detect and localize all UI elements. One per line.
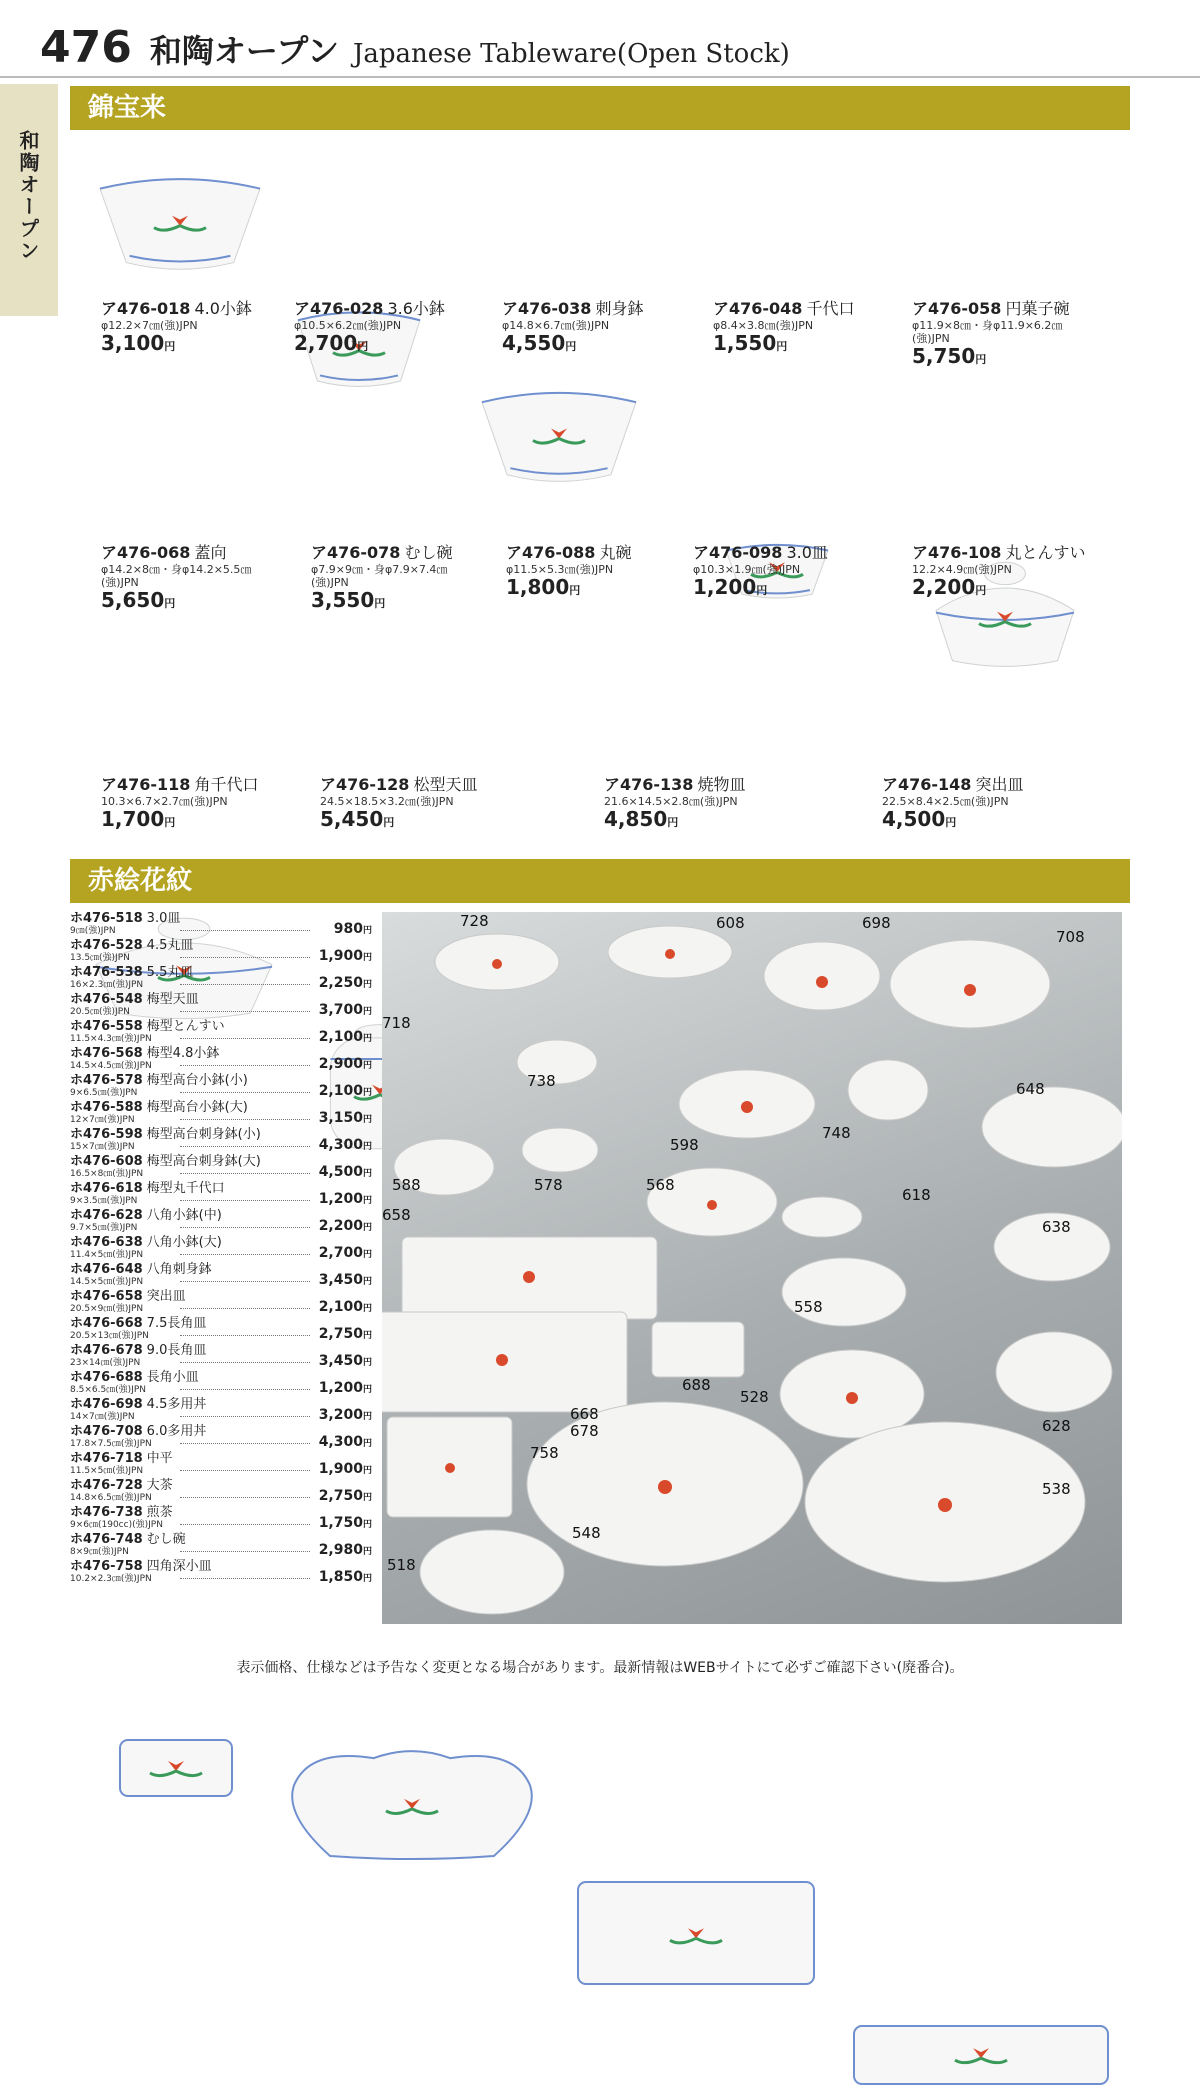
list-code: ホ476-648 八角刺身鉢 — [70, 1262, 212, 1277]
product-spec: 24.5×18.5×3.2㎝(強)JPN — [320, 795, 454, 808]
product-image — [576, 1880, 1200, 1990]
price-list-row — [70, 1478, 372, 1505]
photo-item-label: 708 — [1056, 928, 1085, 946]
product-caption — [311, 540, 452, 615]
list-spec: 23×14㎝(強)JPN — [70, 1358, 141, 1368]
list-name: 4.5丸皿 — [146, 938, 194, 953]
price-list — [70, 911, 372, 1586]
product-caption — [604, 772, 745, 834]
list-name: 梅型4.8小鉢 — [146, 1046, 220, 1061]
product-name: 4.0小鉢 — [194, 299, 252, 318]
product-caption — [912, 540, 1085, 602]
leader-dots — [180, 1254, 310, 1255]
product-code: ア476-128 松型天皿 — [320, 775, 478, 794]
leader-dots — [180, 1092, 310, 1093]
list-spec: 8×9㎝(強)JPN — [70, 1547, 129, 1557]
photo-item-label: 578 — [534, 1176, 563, 1194]
product-spec: 10.3×6.7×2.7㎝(強)JPN — [101, 795, 228, 808]
list-spec: 20.5×13㎝(強)JPN — [70, 1331, 149, 1341]
price-list-row — [70, 1073, 372, 1100]
section-title-nishiki: 錦宝来 — [70, 86, 1130, 130]
list-name: 3.0皿 — [146, 911, 181, 926]
list-code: ホ476-708 6.0多用丼 — [70, 1424, 207, 1439]
price-list-row — [70, 1397, 372, 1424]
price-list-row — [70, 1424, 372, 1451]
list-spec: 9×6㎝(190cc)(強)JPN — [70, 1520, 163, 1530]
list-code: ホ476-608 梅型高台刺身鉢(大) — [70, 1154, 261, 1169]
list-spec: 12×7㎝(強)JPN — [70, 1115, 135, 1125]
product-price: 2,700円 — [294, 331, 369, 355]
list-spec: 9.7×5㎝(強)JPN — [70, 1223, 138, 1233]
list-spec: 14×7㎝(強)JPN — [70, 1412, 135, 1422]
product-price: 1,700円 — [101, 807, 176, 831]
list-code: ホ476-518 3.0皿 — [70, 911, 181, 926]
list-name: 梅型とんすい — [146, 1019, 225, 1034]
product-code: ア476-148 突出皿 — [882, 775, 1024, 794]
product-spec: φ8.4×3.8㎝(強)JPN — [713, 319, 814, 332]
list-name: 四角深小皿 — [146, 1559, 212, 1574]
price-list-row — [70, 1127, 372, 1154]
leader-dots — [180, 1497, 310, 1498]
photo-item-label: 548 — [572, 1524, 601, 1542]
product-name: 焼物皿 — [697, 775, 746, 794]
product-caption — [294, 296, 445, 358]
product-caption — [502, 296, 643, 358]
product-code: ア476-028 3.6小鉢 — [294, 299, 445, 318]
list-code: ホ476-618 梅型丸千代口 — [70, 1181, 225, 1196]
list-price: 3,450円 — [318, 1272, 372, 1288]
price-list-row — [70, 938, 372, 965]
list-spec: 11.5×4.3㎝(強)JPN — [70, 1034, 152, 1044]
list-price: 3,450円 — [318, 1353, 372, 1369]
list-spec: 10.2×2.3㎝(強)JPN — [70, 1574, 152, 1584]
photo-item-label: 618 — [902, 1186, 931, 1204]
list-code: ホ476-658 突出皿 — [70, 1289, 186, 1304]
side-tab-label: 和陶オープン — [16, 130, 40, 262]
product-price: 3,100円 — [101, 331, 176, 355]
product-name: むし碗 — [404, 543, 453, 562]
product-price: 5,750円 — [912, 344, 987, 368]
photo-item-label: 658 — [382, 1206, 411, 1224]
price-list-row — [70, 1100, 372, 1127]
leader-dots — [180, 957, 310, 958]
list-spec: 11.5×5㎝(強)JPN — [70, 1466, 144, 1476]
list-price: 2,100円 — [318, 1029, 372, 1045]
list-spec: 16×2.3㎝(強)JPN — [70, 980, 144, 990]
product-caption — [713, 296, 854, 358]
product-name: 3.6小鉢 — [387, 299, 445, 318]
photo-item-label: 528 — [740, 1388, 769, 1406]
leader-dots — [180, 1227, 310, 1228]
list-code: ホ476-728 大茶 — [70, 1478, 173, 1493]
list-code: ホ476-558 梅型とんすい — [70, 1019, 225, 1034]
list-code: ホ476-598 梅型高台刺身鉢(小) — [70, 1127, 261, 1142]
price-list-row — [70, 1019, 372, 1046]
product-image — [852, 2024, 1200, 2090]
product-code: ア476-108 丸とんすい — [912, 543, 1086, 562]
header-rule — [0, 76, 1200, 78]
list-code: ホ476-538 5.5丸皿 — [70, 965, 194, 980]
price-list-row — [70, 1181, 372, 1208]
photo-item-label: 628 — [1042, 1417, 1071, 1435]
product-caption — [320, 772, 477, 834]
product-code: ア476-018 4.0小鉢 — [101, 299, 252, 318]
photo-item-label: 718 — [382, 1014, 411, 1032]
product-name: 円菓子碗 — [1005, 299, 1070, 318]
page-title-en: Japanese Tableware(Open Stock) — [352, 39, 790, 69]
list-name: 煎茶 — [146, 1505, 173, 1520]
list-price: 4,500円 — [318, 1164, 372, 1180]
leader-dots — [180, 1551, 310, 1552]
product-caption — [693, 540, 828, 602]
photo-item-label: 518 — [387, 1556, 416, 1574]
product-caption — [882, 772, 1023, 834]
product-spec-2: (強)JPN — [912, 332, 950, 345]
product-price: 1,800円 — [506, 575, 581, 599]
price-list-row — [70, 1316, 372, 1343]
product-price: 1,550円 — [713, 331, 788, 355]
leader-dots — [180, 1308, 310, 1309]
price-list-row — [70, 1235, 372, 1262]
product-name: 3.0皿 — [786, 543, 828, 562]
leader-dots — [180, 1524, 310, 1525]
list-code: ホ476-588 梅型高台小鉢(大) — [70, 1100, 248, 1115]
list-spec: 14.5×4.5㎝(強)JPN — [70, 1061, 152, 1071]
product-code: ア476-138 焼物皿 — [604, 775, 746, 794]
product-code: ア476-058 円菓子碗 — [912, 299, 1070, 318]
list-code: ホ476-738 煎茶 — [70, 1505, 173, 1520]
leader-dots — [180, 1389, 310, 1390]
photo-item-label: 698 — [862, 914, 891, 932]
list-name: 梅型丸千代口 — [146, 1181, 225, 1196]
product-image — [284, 1744, 1200, 1866]
list-price: 2,900円 — [318, 1056, 372, 1072]
list-code: ホ476-678 9.0長角皿 — [70, 1343, 207, 1358]
product-price: 3,550円 — [311, 588, 386, 612]
list-price: 3,200円 — [318, 1407, 372, 1423]
price-list-row — [70, 1289, 372, 1316]
section-title-akae: 赤絵花紋 — [70, 859, 1130, 903]
list-spec: 20.5㎝(強)JPN — [70, 1007, 130, 1017]
photo-item-label: 748 — [822, 1124, 851, 1142]
list-price: 2,100円 — [318, 1299, 372, 1315]
leader-dots — [180, 1065, 310, 1066]
page-number: 476 — [40, 22, 132, 73]
list-spec: 14.5×5㎝(強)JPN — [70, 1277, 144, 1287]
leader-dots — [180, 1416, 310, 1417]
product-name: 角千代口 — [194, 775, 259, 794]
price-list-row — [70, 965, 372, 992]
leader-dots — [180, 1443, 310, 1444]
list-code: ホ476-758 四角深小皿 — [70, 1559, 212, 1574]
list-spec: 11.4×5㎝(強)JPN — [70, 1250, 144, 1260]
photo-item-label: 678 — [570, 1422, 599, 1440]
product-caption — [101, 772, 258, 834]
leader-dots — [180, 1578, 310, 1579]
list-price: 2,200円 — [318, 1218, 372, 1234]
photo-item-label: 638 — [1042, 1218, 1071, 1236]
list-name: 梅型高台刺身鉢(小) — [146, 1127, 261, 1142]
photo-item-label: 608 — [716, 914, 745, 932]
list-name: 梅型天皿 — [146, 992, 199, 1007]
list-price: 1,850円 — [318, 1569, 372, 1585]
product-image — [478, 378, 1200, 492]
product-price: 5,450円 — [320, 807, 395, 831]
list-price: 2,750円 — [318, 1488, 372, 1504]
product-code: ア476-078 むし碗 — [311, 543, 453, 562]
list-price: 1,200円 — [318, 1380, 372, 1396]
product-price: 4,500円 — [882, 807, 957, 831]
product-price: 4,550円 — [502, 331, 577, 355]
product-name: 松型天皿 — [413, 775, 478, 794]
price-list-row — [70, 1046, 372, 1073]
price-list-row — [70, 1343, 372, 1370]
product-caption — [506, 540, 631, 602]
product-caption — [101, 296, 252, 358]
list-price: 2,100円 — [318, 1083, 372, 1099]
leader-dots — [180, 1173, 310, 1174]
product-price: 4,850円 — [604, 807, 679, 831]
leader-dots — [180, 1200, 310, 1201]
list-price: 3,700円 — [318, 1002, 372, 1018]
page-header — [40, 22, 790, 72]
list-price: 3,150円 — [318, 1110, 372, 1126]
product-spec: φ10.5×6.2㎝(強)JPN — [294, 319, 402, 332]
price-list-row — [70, 1451, 372, 1478]
list-spec: 9×6.5㎝(強)JPN — [70, 1088, 138, 1098]
list-price: 1,200円 — [318, 1191, 372, 1207]
product-name: 丸とんすい — [1005, 543, 1086, 562]
list-name: 梅型高台小鉢(小) — [146, 1073, 248, 1088]
list-price: 2,750円 — [318, 1326, 372, 1342]
photo-item-label: 538 — [1042, 1480, 1071, 1498]
product-spec: φ10.3×1.9㎝(強)JPN — [693, 563, 801, 576]
product-spec: φ14.2×8㎝・身φ14.2×5.5㎝ — [101, 563, 252, 576]
list-name: 9.0長角皿 — [146, 1343, 207, 1358]
list-code: ホ476-638 八角小鉢(大) — [70, 1235, 222, 1250]
price-list-row — [70, 1208, 372, 1235]
product-spec-2: (強)JPN — [101, 576, 139, 589]
list-name: 突出皿 — [146, 1289, 186, 1304]
product-spec: φ12.2×7㎝(強)JPN — [101, 319, 198, 332]
product-spec-2: (強)JPN — [311, 576, 349, 589]
price-list-row — [70, 1505, 372, 1532]
assortment-illustration — [382, 912, 1122, 1624]
list-name: 4.5多用丼 — [146, 1397, 207, 1412]
list-code: ホ476-668 7.5長角皿 — [70, 1316, 207, 1331]
list-code: ホ476-548 梅型天皿 — [70, 992, 199, 1007]
leader-dots — [180, 984, 310, 985]
list-spec: 16.5×8㎝(強)JPN — [70, 1169, 144, 1179]
photo-item-label: 568 — [646, 1176, 675, 1194]
product-name: 蓋向 — [194, 543, 227, 562]
leader-dots — [180, 1038, 310, 1039]
price-list-row — [70, 992, 372, 1019]
product-caption — [101, 540, 251, 615]
list-spec: 9㎝(強)JPN — [70, 926, 116, 936]
list-spec: 20.5×9㎝(強)JPN — [70, 1304, 144, 1314]
list-price: 1,900円 — [318, 948, 372, 964]
photo-item-label: 758 — [530, 1444, 559, 1462]
product-name: 丸碗 — [599, 543, 632, 562]
photo-item-label: 728 — [460, 912, 489, 930]
photo-item-label: 588 — [392, 1176, 421, 1194]
photo-item-label: 558 — [794, 1298, 823, 1316]
price-list-row — [70, 1559, 372, 1586]
list-code: ホ476-698 4.5多用丼 — [70, 1397, 207, 1412]
list-spec: 9×3.5㎝(強)JPN — [70, 1196, 138, 1206]
leader-dots — [180, 1119, 310, 1120]
photo-item-label: 648 — [1016, 1080, 1045, 1098]
leader-dots — [180, 1146, 310, 1147]
photo-item-label: 688 — [682, 1376, 711, 1394]
list-code: ホ476-748 むし碗 — [70, 1532, 186, 1547]
product-price: 2,200円 — [912, 575, 987, 599]
list-spec: 8.5×6.5㎝(強)JPN — [70, 1385, 147, 1395]
price-list-row — [70, 1262, 372, 1289]
list-name: 大茶 — [146, 1478, 173, 1493]
price-list-row — [70, 1532, 372, 1559]
photo-item-label: 738 — [527, 1072, 556, 1090]
price-list-row — [70, 911, 372, 938]
photo-item-label: 598 — [670, 1136, 699, 1154]
list-price: 1,750円 — [318, 1515, 372, 1531]
product-name: 刺身鉢 — [595, 299, 644, 318]
list-name: 中平 — [146, 1451, 173, 1466]
product-spec: φ11.9×8㎝・身φ11.9×6.2㎝ — [912, 319, 1063, 332]
assortment-photo — [382, 912, 1122, 1624]
list-name: 6.0多用丼 — [146, 1424, 207, 1439]
list-name: 5.5丸皿 — [146, 965, 194, 980]
list-price: 4,300円 — [318, 1137, 372, 1153]
product-name: 突出皿 — [975, 775, 1024, 794]
price-list-row — [70, 1370, 372, 1397]
list-spec: 13.5㎝(強)JPN — [70, 953, 130, 963]
list-price: 2,980円 — [318, 1542, 372, 1558]
footer-note: 表示価格、仕様などは予告なく変更となる場合があります。最新情報はWEBサイトにて必ずご確認下さい(廃番合)。 — [236, 1660, 964, 1676]
list-name: 梅型高台刺身鉢(大) — [146, 1154, 261, 1169]
product-spec: φ7.9×9㎝・身φ7.9×7.4㎝ — [311, 563, 448, 576]
product-spec: φ14.8×6.7㎝(強)JPN — [502, 319, 610, 332]
product-image — [96, 164, 1200, 280]
product-price: 1,200円 — [693, 575, 768, 599]
list-name: 八角小鉢(大) — [146, 1235, 222, 1250]
list-name: 長角小皿 — [146, 1370, 199, 1385]
list-name: 7.5長角皿 — [146, 1316, 207, 1331]
product-spec: 12.2×4.9㎝(強)JPN — [912, 563, 1012, 576]
leader-dots — [180, 1362, 310, 1363]
list-code: ホ476-568 梅型4.8小鉢 — [70, 1046, 220, 1061]
product-name: 千代口 — [806, 299, 855, 318]
list-code: ホ476-578 梅型高台小鉢(小) — [70, 1073, 248, 1088]
list-code: ホ476-628 八角小鉢(中) — [70, 1208, 222, 1223]
list-name: むし碗 — [146, 1532, 186, 1547]
page-title-jp: 和陶オープン — [149, 32, 339, 70]
list-price: 2,250円 — [318, 975, 372, 991]
leader-dots — [180, 1011, 310, 1012]
leader-dots — [180, 1281, 310, 1282]
list-spec: 17.8×7.5㎝(強)JPN — [70, 1439, 152, 1449]
price-list-row — [70, 1154, 372, 1181]
product-code: ア476-038 刺身鉢 — [502, 299, 644, 318]
list-name: 八角小鉢(中) — [146, 1208, 222, 1223]
product-spec: 21.6×14.5×2.8㎝(強)JPN — [604, 795, 738, 808]
list-name: 梅型高台小鉢(大) — [146, 1100, 248, 1115]
leader-dots — [180, 930, 310, 931]
photo-item-label: 668 — [570, 1405, 599, 1423]
product-code: ア476-098 3.0皿 — [693, 543, 828, 562]
list-price: 2,700円 — [318, 1245, 372, 1261]
list-code: ホ476-718 中平 — [70, 1451, 173, 1466]
list-spec: 15×7㎝(強)JPN — [70, 1142, 135, 1152]
product-code: ア476-088 丸碗 — [506, 543, 632, 562]
product-code: ア476-118 角千代口 — [101, 775, 259, 794]
list-code: ホ476-688 長角小皿 — [70, 1370, 199, 1385]
leader-dots — [180, 1470, 310, 1471]
list-name: 八角刺身鉢 — [146, 1262, 212, 1277]
list-code: ホ476-528 4.5丸皿 — [70, 938, 194, 953]
list-spec: 14.8×6.5㎝(強)JPN — [70, 1493, 152, 1503]
product-spec: 22.5×8.4×2.5㎝(強)JPN — [882, 795, 1009, 808]
list-price: 4,300円 — [318, 1434, 372, 1450]
leader-dots — [180, 1335, 310, 1336]
list-price: 1,900円 — [318, 1461, 372, 1477]
product-code: ア476-068 蓋向 — [101, 543, 227, 562]
product-spec: φ11.5×5.3㎝(強)JPN — [506, 563, 614, 576]
product-price: 5,650円 — [101, 588, 176, 612]
list-price: 980円 — [333, 921, 372, 937]
product-caption — [912, 296, 1069, 371]
product-code: ア476-048 千代口 — [713, 299, 855, 318]
